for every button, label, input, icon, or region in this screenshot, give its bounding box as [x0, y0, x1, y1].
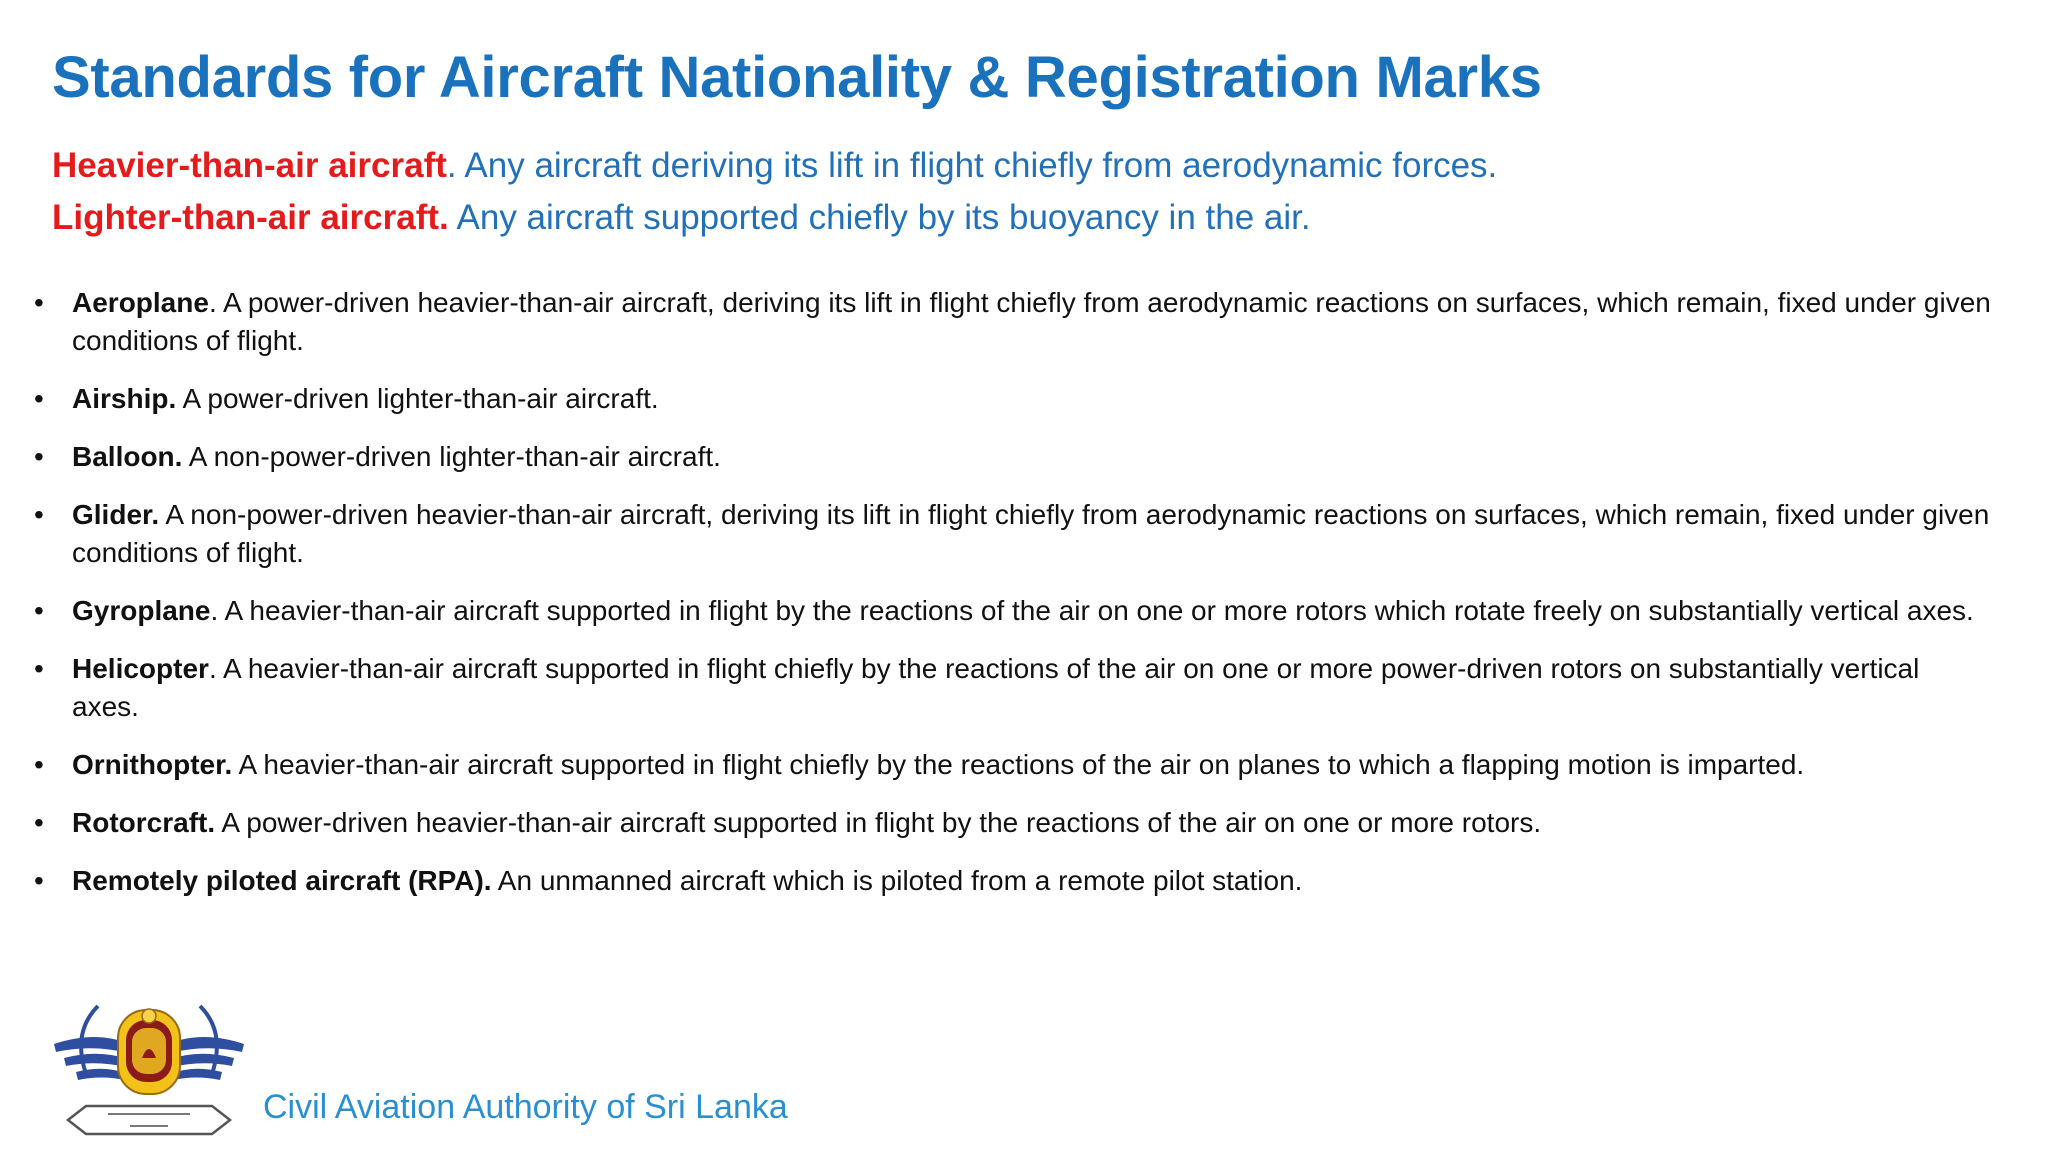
aircraft-types-list [34, 284, 1994, 920]
item-term: Airship. [72, 383, 177, 414]
definition-term: Lighter-than-air aircraft. [52, 198, 449, 237]
list-item-helicopter [34, 650, 1994, 726]
item-text: . A heavier-than-air aircraft supported in flight chiefly by the reactions of the air on one or more power-driven rotors on substantially vertical axes. [72, 653, 1920, 722]
bullet-dot: • [34, 499, 44, 530]
caasl-emblem-icon [46, 1002, 252, 1142]
list-item-airship [34, 380, 1994, 418]
list-item-rpa [34, 862, 1994, 900]
bullet-dot: • [34, 441, 44, 472]
list-item-rotorcraft [34, 804, 1994, 842]
list-item-ornithopter [34, 746, 1994, 784]
bullet-dot: • [34, 383, 44, 414]
item-text: . A power-driven heavier-than-air aircraft, deriving its lift in flight chiefly from aerodynamic reactions on surfaces, which remain, fixed under given conditions of flight. [72, 287, 1991, 356]
item-term: Gyroplane [72, 595, 211, 626]
bullet-dot: • [34, 287, 44, 318]
item-term: Rotorcraft. [72, 807, 216, 838]
list-item-glider [34, 496, 1994, 572]
bullet-dot: • [34, 865, 44, 896]
item-term: Ornithopter. [72, 749, 233, 780]
item-term: Remotely piloted aircraft (RPA). [72, 865, 492, 896]
list-item-aeroplane [34, 284, 1994, 360]
item-text: A power-driven lighter-than-air aircraft. [176, 383, 659, 414]
definition-heavier-than-air [52, 140, 1497, 192]
item-term: Glider. [72, 499, 160, 530]
definition-term: Heavier-than-air aircraft [52, 146, 447, 185]
list-item-balloon [34, 438, 1994, 476]
item-term: Aeroplane [72, 287, 209, 318]
bullet-dot: • [34, 807, 44, 838]
list-item-gyroplane [34, 592, 1994, 630]
item-text: A power-driven heavier-than-air aircraft supported in flight by the reactions of the air on one or more rotors. [215, 807, 1542, 838]
definition-text: Any aircraft supported chiefly by its buoyancy in the air. [448, 198, 1311, 237]
item-text: An unmanned aircraft which is piloted from a remote pilot station. [491, 865, 1303, 896]
organization-name: Civil Aviation Authority of Sri Lanka [263, 1088, 788, 1126]
item-text: A non-power-driven lighter-than-air aircraft. [182, 441, 721, 472]
item-text: A non-power-driven heavier-than-air aircraft, deriving its lift in flight chiefly from aerodynamic reactions on surfaces, which remain, fixed under given conditions of flight. [72, 499, 1990, 568]
slide-title: Standards for Aircraft Nationality & Registration Marks [52, 45, 1542, 110]
bullet-dot: • [34, 595, 44, 626]
item-text: . A heavier-than-air aircraft supported in flight by the reactions of the air on one or more rotors which rotate freely on substantially vertical axes. [210, 595, 1974, 626]
definition-lighter-than-air [52, 192, 1497, 244]
definition-text: . Any aircraft deriving its lift in flight chiefly from aerodynamic forces. [446, 146, 1498, 185]
item-term: Helicopter [72, 653, 209, 684]
item-text: A heavier-than-air aircraft supported in flight chiefly by the reactions of the air on planes to which a flapping motion is imparted. [232, 749, 1805, 780]
bullet-dot: • [34, 653, 44, 684]
definitions [52, 140, 1497, 244]
item-term: Balloon. [72, 441, 183, 472]
bullet-dot: • [34, 749, 44, 780]
